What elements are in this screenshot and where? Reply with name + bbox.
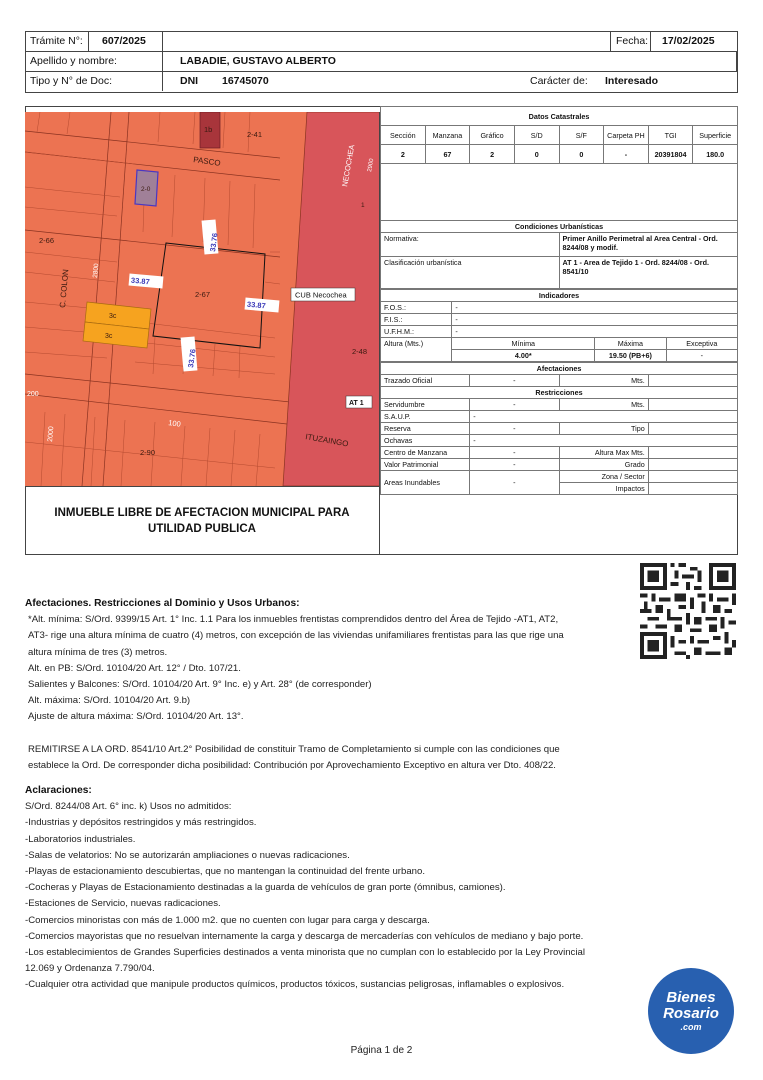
label-2800: 2800 bbox=[92, 263, 101, 279]
afectaciones-line: Alt. máxima: S/Ord. 10104/20 Art. 9.b) bbox=[28, 695, 191, 707]
map-svg bbox=[25, 112, 380, 486]
label-33-76-a: 33.76 bbox=[208, 232, 220, 253]
header-row-doc bbox=[26, 72, 737, 92]
catastro-header: Carpeta PH bbox=[604, 126, 649, 145]
label-ituzaingo: ITUZAINGO bbox=[304, 432, 350, 449]
servidumbre-label: Servidumbre bbox=[381, 398, 470, 410]
aclaraciones-heading: Aclaraciones: bbox=[25, 785, 92, 796]
afectaciones-line: Ajuste de altura máxima: S/Ord. 10104/20 Art. 13°. bbox=[28, 711, 244, 723]
impactos-label: Impactos bbox=[559, 482, 648, 494]
saup-label: S.A.U.P. bbox=[381, 410, 470, 422]
zona-sector-blank bbox=[648, 470, 737, 482]
clasificacion-label: Clasificación urbanística bbox=[381, 256, 560, 288]
reserva-label: Reserva bbox=[381, 422, 470, 434]
trazado-value: - bbox=[470, 374, 559, 386]
tipo-value: DNI bbox=[180, 75, 199, 87]
label-necochea: NECOCHEA bbox=[340, 143, 357, 188]
label-1: 1 bbox=[361, 202, 365, 209]
indicadores-table bbox=[380, 289, 738, 362]
catastro-header: TGI bbox=[648, 126, 693, 145]
inundables-label: Areas Inundables bbox=[381, 470, 470, 494]
patrimonial-blank bbox=[648, 458, 737, 470]
fecha-value: 17/02/2025 bbox=[662, 35, 715, 47]
page-number: Página 1 de 2 bbox=[350, 1045, 413, 1056]
minima-label: Mínima bbox=[452, 337, 595, 349]
trazado-blank bbox=[648, 374, 737, 386]
parcel-map bbox=[25, 112, 380, 486]
catastro-spacer bbox=[381, 164, 738, 220]
patrimonial-value: - bbox=[470, 458, 559, 470]
tipo-label: Tipo y N° de Doc: bbox=[30, 75, 113, 87]
aclaraciones-line: -Estaciones de Servicio, nuevas radicaciones. bbox=[25, 898, 221, 910]
catastro-value: 2 bbox=[381, 145, 426, 164]
cadastral-tables bbox=[380, 106, 738, 495]
aclaraciones-line: -Salas de velatorios: No se autorizarán ampliaciones o nuevas radicaciones. bbox=[25, 849, 350, 861]
label-3c-a: 3c bbox=[109, 313, 117, 320]
tramite-value: 607/2025 bbox=[102, 35, 146, 47]
fos-value: - bbox=[452, 301, 738, 313]
catastro-header: Manzana bbox=[425, 126, 470, 145]
afectaciones-heading: Afectaciones. Restricciones al Dominio y Usos Urbanos: bbox=[25, 598, 300, 609]
altura-label: Altura (Mts.) bbox=[381, 337, 452, 361]
catastro-value: 180.0 bbox=[693, 145, 738, 164]
servidumbre-value: - bbox=[470, 398, 559, 410]
bienes-rosario-logo[interactable] bbox=[648, 968, 734, 1054]
trazado-unit: Mts. bbox=[559, 374, 648, 386]
patrimonial-unit: Grado bbox=[559, 458, 648, 470]
label-1b: 1b bbox=[204, 125, 213, 134]
reserva-value: - bbox=[470, 422, 559, 434]
label-pasco: PASCO bbox=[192, 155, 222, 168]
catastro-value: 20391804 bbox=[648, 145, 693, 164]
afectaciones-line: altura mínima de tres (3) metros. bbox=[28, 646, 168, 658]
aclaraciones-line: -Comercios minoristas con más de 1.000 m2. que no cuenten con lugar para carga y descarga. bbox=[25, 914, 430, 926]
afectaciones-line: Salientes y Balcones: S/Ord. 10104/20 Art. 9° Inc. e) y Art. 28° (de corresponder) bbox=[28, 679, 372, 691]
label-3c-b: 3c bbox=[105, 333, 113, 340]
aclaraciones-line: -Laboratorios industriales. bbox=[25, 833, 136, 845]
fecha-label: Fecha: bbox=[616, 35, 649, 47]
clasificacion-value: AT 1 - Area de Tejido 1 - Ord. 8244/08 - Ord. 8541/10 bbox=[559, 256, 738, 288]
remit-line: REMITIRSE A LA ORD. 8541/10 Art.2° Posibilidad de constituir Tramo de Completamiento si cumple con las condiciones que bbox=[28, 743, 560, 755]
aclaraciones-line: -Cocheras y Playas de Estacionamiento destinadas a la guarda de vehículos de gran porte (ómnibus, camiones). bbox=[25, 882, 506, 894]
inundables-value: - bbox=[470, 470, 559, 494]
catastro-value: - bbox=[604, 145, 649, 164]
exceptiva-value: - bbox=[666, 349, 737, 361]
maxima-value: 19.50 (PB+6) bbox=[595, 349, 666, 361]
patrimonial-label: Valor Patrimonial bbox=[381, 458, 470, 470]
aclaraciones-section bbox=[25, 783, 645, 994]
fis-label: F.I.S.: bbox=[381, 313, 452, 325]
label-2-0: 2-0 bbox=[141, 186, 151, 193]
saup-value: - bbox=[470, 410, 738, 422]
label-2-66: 2-66 bbox=[39, 236, 55, 245]
reserva-unit: Tipo bbox=[559, 422, 648, 434]
header-row-apellido bbox=[26, 52, 737, 72]
catastro-header: Superficie bbox=[693, 126, 738, 145]
label-cub: CUB Necochea bbox=[295, 290, 347, 300]
label-200: 200 bbox=[27, 391, 39, 398]
label-100: 100 bbox=[167, 418, 182, 429]
label-2900: 2900 bbox=[367, 158, 376, 173]
normativa-label: Normativa: bbox=[381, 232, 560, 256]
aclaraciones-line: -Playas de estacionamiento descubiertas, que no mantengan la continuidad del frente urbano. bbox=[25, 866, 426, 878]
fis-value: - bbox=[452, 313, 738, 325]
aclaraciones-line: -Los establecimientos de Grandes Superficies destinados a venta minorista que no cumplan con lo establecido por la Ley Provincial bbox=[25, 947, 585, 959]
afectaciones-line: AT3- rige una altura mínima de cuatro (4) metros, con excepción de las viviendas unifamiliares frentistas para las que rige una bbox=[28, 630, 564, 642]
trazado-label: Trazado Oficial bbox=[381, 374, 470, 386]
qr-code-icon bbox=[640, 563, 736, 659]
minima-value: 4.00* bbox=[452, 349, 595, 361]
restricciones-title: Restricciones bbox=[381, 386, 738, 398]
centro-manzana-value: - bbox=[470, 446, 559, 458]
doc-value: 16745070 bbox=[222, 75, 269, 87]
condiciones-table bbox=[380, 220, 738, 289]
catastro-value: 0 bbox=[559, 145, 604, 164]
label-33-87-a: 33.87 bbox=[130, 275, 151, 287]
indicadores-title: Indicadores bbox=[381, 289, 738, 301]
catastro-title: Datos Catastrales bbox=[381, 107, 738, 126]
tramite-header bbox=[25, 31, 738, 93]
ochavas-value: - bbox=[470, 434, 738, 446]
servidumbre-blank bbox=[648, 398, 737, 410]
afectaciones-line: *Alt. mínima: S/Ord. 9399/15 Art. 1° Inc. 1.1 Para los inmuebles frentistas comprendidos dentro del Área de Tejido -AT1, AT2, bbox=[28, 614, 559, 626]
label-33-76-b: 33.76 bbox=[186, 348, 198, 369]
label-33-87-b: 33.87 bbox=[246, 299, 267, 311]
centro-manzana-blank bbox=[648, 446, 737, 458]
tramite-label: Trámite N°: bbox=[30, 35, 83, 47]
ochavas-label: Ochavas bbox=[381, 434, 470, 446]
caracter-label: Carácter de: bbox=[530, 75, 588, 87]
catastro-value: 67 bbox=[425, 145, 470, 164]
ufhm-label: U.F.H.M.: bbox=[381, 325, 452, 337]
catastro-value: 0 bbox=[514, 145, 559, 164]
afectaciones-section bbox=[25, 596, 640, 774]
logo-line-2: Rosario bbox=[663, 1004, 719, 1022]
fos-label: F.O.S.: bbox=[381, 301, 452, 313]
aclaraciones-line: 12.069 y Ordenanza 7.790/04. bbox=[25, 963, 155, 975]
label-colon: C. COLON bbox=[58, 268, 71, 309]
afectaciones-title: Afectaciones bbox=[381, 362, 738, 374]
catastro-value: 2 bbox=[470, 145, 515, 164]
ufhm-value: - bbox=[452, 325, 738, 337]
caracter-value: Interesado bbox=[605, 75, 659, 87]
catastro-header: S/F bbox=[559, 126, 604, 145]
centro-manzana-unit: Altura Max Mts. bbox=[559, 446, 648, 458]
impactos-blank bbox=[648, 482, 737, 494]
catastro-table bbox=[380, 106, 738, 220]
aclaraciones-line: S/Ord. 8244/08 Art. 6° inc. k) Usos no admitidos: bbox=[25, 801, 232, 813]
maxima-label: Máxima bbox=[595, 337, 666, 349]
label-2-67: 2-67 bbox=[195, 290, 211, 299]
logo-line-3: .com bbox=[680, 1021, 702, 1032]
label-at1: AT 1 bbox=[349, 400, 364, 407]
label-2-90: 2-90 bbox=[140, 448, 156, 457]
aclaraciones-line: -Industrias y depósitos restringidos y más restringidos. bbox=[25, 817, 257, 829]
label-2-41: 2-41 bbox=[247, 130, 263, 139]
centro-manzana-label: Centro de Manzana bbox=[381, 446, 470, 458]
aclaraciones-line: -Comercios mayoristas que no resuelvan internamente la carga y descarga de mercaderías con vehículos de mediano y bajo porte. bbox=[25, 930, 584, 942]
servidumbre-unit: Mts. bbox=[559, 398, 648, 410]
free-affectation-notice: INMUEBLE LIBRE DE AFECTACION MUNICIPAL PARA UTILIDAD PUBLICA bbox=[25, 486, 380, 555]
apellido-label: Apellido y nombre: bbox=[30, 55, 117, 67]
afectaciones-restricciones-table bbox=[380, 362, 738, 495]
header-row-tramite bbox=[26, 32, 737, 52]
label-2000: 2000 bbox=[47, 426, 56, 443]
exceptiva-label: Exceptiva bbox=[666, 337, 737, 349]
apellido-value: LABADIE, GUSTAVO ALBERTO bbox=[180, 55, 336, 67]
afectaciones-line: Alt. en PB: S/Ord. 10104/20 Art. 12° / Dto. 107/21. bbox=[28, 662, 241, 674]
condiciones-title: Condiciones Urbanísticas bbox=[381, 220, 738, 232]
label-2-48: 2-48 bbox=[352, 347, 368, 356]
catastro-header: S/D bbox=[514, 126, 559, 145]
zona-sector-label: Zona / Sector bbox=[559, 470, 648, 482]
catastro-header: Sección bbox=[381, 126, 426, 145]
aclaraciones-line: -Cualquier otra actividad que manipule productos químicos, productos tóxicos, sustancias peligrosas, inflamables o explosivos. bbox=[25, 979, 565, 991]
normativa-value: Primer Anillo Perimetral al Area Central - Ord. 8244/08 y modif. bbox=[559, 232, 738, 256]
catastro-header: Gráfico bbox=[470, 126, 515, 145]
reserva-blank bbox=[648, 422, 737, 434]
remit-line: establece la Ord. De corresponder dicha posibilidad: Contribución por Aprovechamiento Exceptivo en altura ver Dto. 408/22. bbox=[28, 759, 556, 771]
logo-line-1: Bienes bbox=[666, 988, 716, 1006]
